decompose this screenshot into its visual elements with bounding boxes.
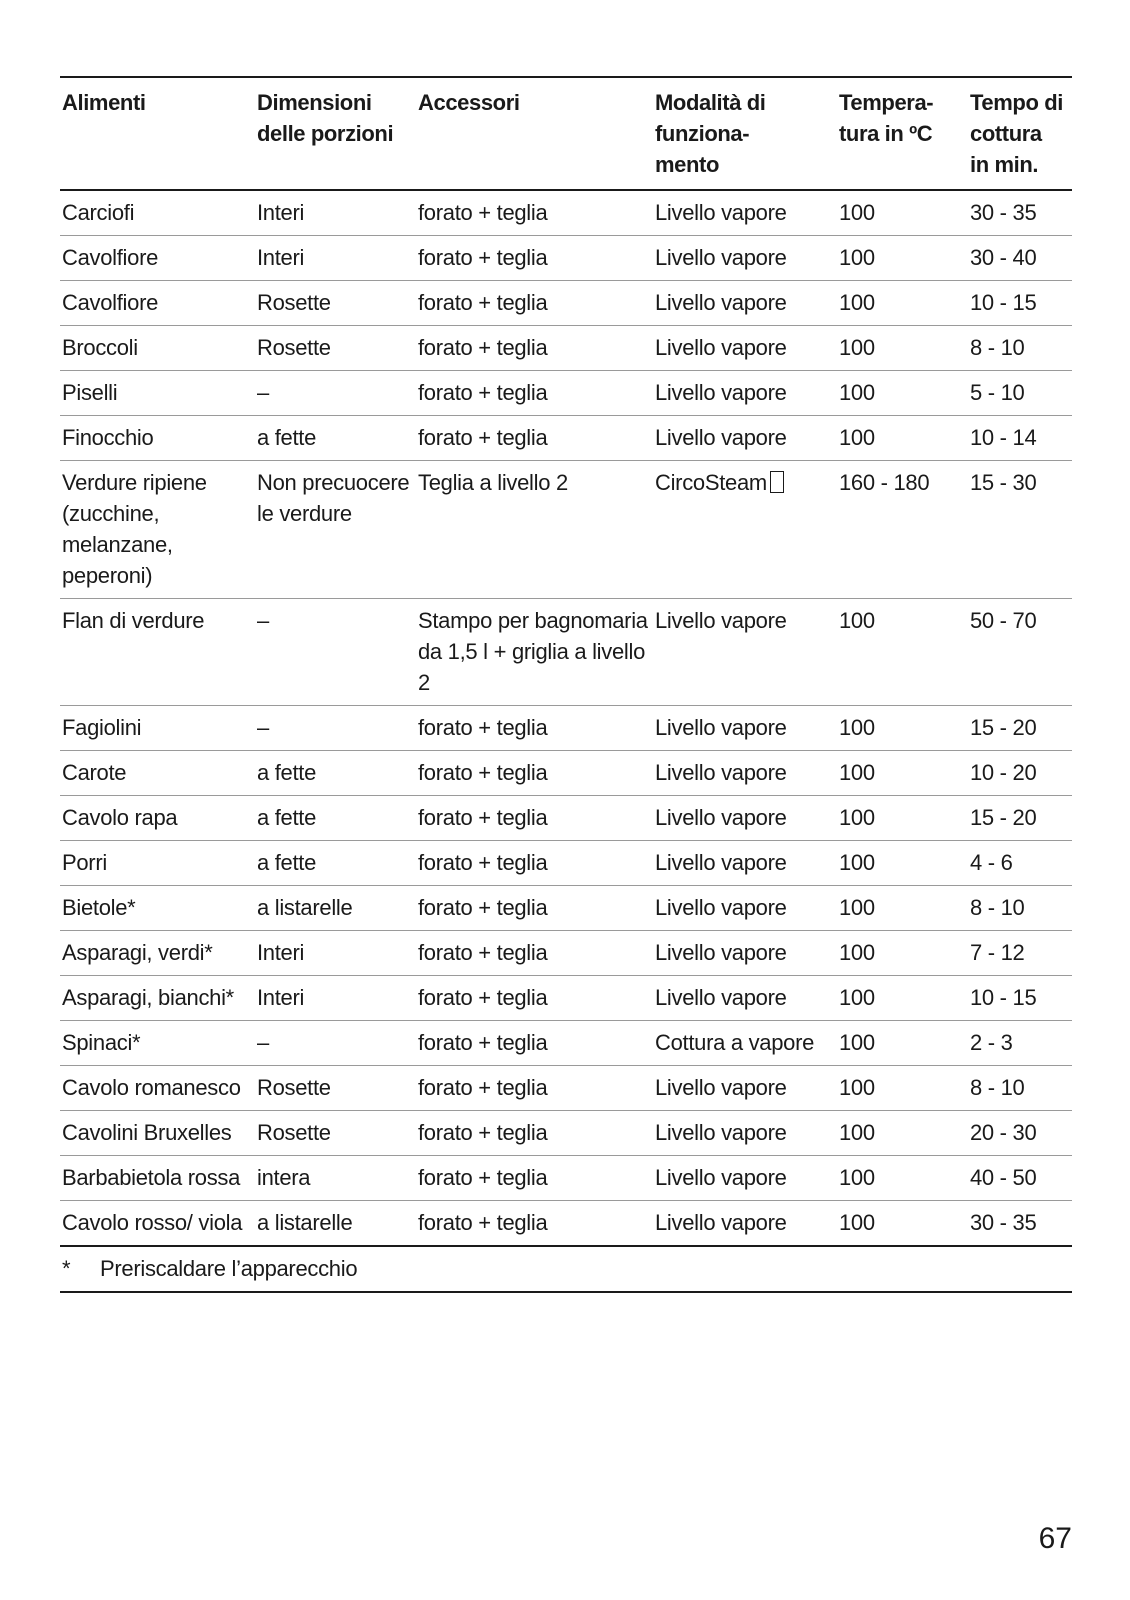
- food-cell: [60, 416, 255, 461]
- food-cell-text: Cavolo rosso/ viola: [62, 1210, 243, 1235]
- portion-cell-text: Rosette: [257, 1075, 331, 1100]
- food-cell-text: Flan di verdure: [62, 608, 205, 633]
- portion-cell-text: Interi: [257, 245, 305, 270]
- temperature-cell-text: 100: [839, 760, 875, 785]
- portion-cell-text: Interi: [257, 200, 305, 225]
- table-row: [60, 886, 1072, 931]
- time-cell-text: 15 - 20: [970, 715, 1037, 740]
- time-cell: [968, 886, 1072, 931]
- temperature-cell: [837, 236, 968, 281]
- table-row: [60, 190, 1072, 236]
- food-cell-text: Verdure ripiene (zucchine, melanzane, peperoni): [62, 470, 207, 588]
- header-portion-size-line: delle porzioni: [257, 121, 394, 146]
- accessories-cell: [416, 886, 653, 931]
- portion-cell-text: –: [257, 380, 269, 405]
- temperature-cell: [837, 371, 968, 416]
- header-temperature-line: Tempera-: [839, 90, 934, 115]
- temperature-cell-text: 100: [839, 1075, 875, 1100]
- temperature-cell: [837, 1066, 968, 1111]
- time-cell: [968, 281, 1072, 326]
- mode-cell-text: Livello vapore: [655, 200, 787, 225]
- table-row: [60, 1021, 1072, 1066]
- header-operating-mode: [653, 77, 837, 190]
- mode-cell: [653, 371, 837, 416]
- portion-cell: [255, 190, 416, 236]
- time-cell-text: 10 - 20: [970, 760, 1037, 785]
- accessories-cell: [416, 841, 653, 886]
- circosteam-mode-icon: [770, 471, 784, 493]
- accessories-cell-text: forato + teglia: [418, 380, 548, 405]
- time-cell: [968, 796, 1072, 841]
- temperature-cell-text: 160 - 180: [839, 470, 930, 495]
- mode-cell-text: Livello vapore: [655, 335, 787, 360]
- time-cell-text: 8 - 10: [970, 895, 1025, 920]
- portion-cell: [255, 1066, 416, 1111]
- header-food: [60, 77, 255, 190]
- temperature-cell: [837, 461, 968, 599]
- header-cooking-time-line: in min.: [970, 152, 1039, 177]
- time-cell: [968, 190, 1072, 236]
- food-cell: [60, 326, 255, 371]
- accessories-cell: [416, 931, 653, 976]
- temperature-cell-text: 100: [839, 245, 875, 270]
- accessories-cell-text: forato + teglia: [418, 760, 548, 785]
- mode-cell: [653, 190, 837, 236]
- mode-cell-text: Livello vapore: [655, 1075, 787, 1100]
- accessories-cell: [416, 1156, 653, 1201]
- table-body: [60, 190, 1072, 1246]
- temperature-cell: [837, 326, 968, 371]
- portion-cell: [255, 236, 416, 281]
- mode-cell: [653, 706, 837, 751]
- header-portion-size: [255, 77, 416, 190]
- accessories-cell: [416, 416, 653, 461]
- table-row: [60, 1156, 1072, 1201]
- mode-cell-text: Livello vapore: [655, 290, 787, 315]
- food-cell: [60, 751, 255, 796]
- food-cell: [60, 190, 255, 236]
- food-cell: [60, 281, 255, 326]
- temperature-cell: [837, 599, 968, 706]
- footnote: [60, 1247, 1072, 1293]
- table-row: [60, 1111, 1072, 1156]
- time-cell: [968, 751, 1072, 796]
- portion-cell-text: a listarelle: [257, 1210, 353, 1235]
- portion-cell-text: Rosette: [257, 335, 331, 360]
- portion-cell: [255, 751, 416, 796]
- table-row: [60, 371, 1072, 416]
- portion-cell-text: Rosette: [257, 290, 331, 315]
- food-cell-text: Finocchio: [62, 425, 154, 450]
- food-cell: [60, 796, 255, 841]
- portion-cell-text: –: [257, 1030, 269, 1055]
- temperature-cell: [837, 190, 968, 236]
- food-cell-text: Cavolini Bruxelles: [62, 1120, 232, 1145]
- mode-cell-text: Livello vapore: [655, 380, 787, 405]
- food-cell-text: Piselli: [62, 380, 118, 405]
- temperature-cell: [837, 1201, 968, 1247]
- mode-cell-text: Livello vapore: [655, 608, 787, 633]
- mode-cell-text: Livello vapore: [655, 805, 787, 830]
- portion-cell-text: Interi: [257, 985, 305, 1010]
- time-cell: [968, 841, 1072, 886]
- header-operating-mode-line: mento: [655, 152, 720, 177]
- accessories-cell-text: forato + teglia: [418, 805, 548, 830]
- time-cell: [968, 1021, 1072, 1066]
- mode-cell: [653, 841, 837, 886]
- time-cell-text: 8 - 10: [970, 335, 1025, 360]
- mode-cell-text: Livello vapore: [655, 245, 787, 270]
- table-row: [60, 461, 1072, 599]
- accessories-cell-text: forato + teglia: [418, 200, 548, 225]
- food-cell: [60, 1111, 255, 1156]
- accessories-cell-text: forato + teglia: [418, 245, 548, 270]
- table-row: [60, 931, 1072, 976]
- time-cell: [968, 1201, 1072, 1247]
- portion-cell: [255, 371, 416, 416]
- accessories-cell: [416, 751, 653, 796]
- temperature-cell-text: 100: [839, 1210, 875, 1235]
- food-cell: [60, 706, 255, 751]
- portion-cell-text: Rosette: [257, 1120, 331, 1145]
- temperature-cell: [837, 841, 968, 886]
- food-cell: [60, 461, 255, 599]
- time-cell-text: 30 - 40: [970, 245, 1037, 270]
- accessories-cell: [416, 599, 653, 706]
- time-cell: [968, 1156, 1072, 1201]
- accessories-cell: [416, 976, 653, 1021]
- temperature-cell-text: 100: [839, 940, 875, 965]
- table-row: [60, 1066, 1072, 1111]
- mode-cell-text: Livello vapore: [655, 1120, 787, 1145]
- time-cell: [968, 416, 1072, 461]
- accessories-cell-text: forato + teglia: [418, 425, 548, 450]
- temperature-cell-text: 100: [839, 200, 875, 225]
- portion-cell-text: –: [257, 715, 269, 740]
- food-cell-text: Cavolfiore: [62, 290, 159, 315]
- portion-cell: [255, 931, 416, 976]
- food-cell: [60, 236, 255, 281]
- time-cell: [968, 931, 1072, 976]
- time-cell: [968, 236, 1072, 281]
- temperature-cell: [837, 751, 968, 796]
- accessories-cell-text: forato + teglia: [418, 1165, 548, 1190]
- temperature-cell-text: 100: [839, 1165, 875, 1190]
- temperature-cell: [837, 1156, 968, 1201]
- portion-cell: [255, 706, 416, 751]
- temperature-cell: [837, 281, 968, 326]
- table-row: [60, 599, 1072, 706]
- food-cell: [60, 1156, 255, 1201]
- time-cell-text: 4 - 6: [970, 850, 1013, 875]
- accessories-cell: [416, 236, 653, 281]
- mode-cell: [653, 1021, 837, 1066]
- time-cell-text: 15 - 30: [970, 470, 1037, 495]
- time-cell-text: 10 - 15: [970, 985, 1037, 1010]
- temperature-cell: [837, 931, 968, 976]
- accessories-cell: [416, 706, 653, 751]
- portion-cell-text: intera: [257, 1165, 311, 1190]
- accessories-cell: [416, 1201, 653, 1247]
- portion-cell: [255, 599, 416, 706]
- time-cell: [968, 371, 1072, 416]
- portion-cell: [255, 281, 416, 326]
- temperature-cell-text: 100: [839, 290, 875, 315]
- accessories-cell-text: forato + teglia: [418, 850, 548, 875]
- time-cell: [968, 1111, 1072, 1156]
- temperature-cell: [837, 796, 968, 841]
- temperature-cell: [837, 976, 968, 1021]
- portion-cell-text: Interi: [257, 940, 305, 965]
- table-row: [60, 1201, 1072, 1247]
- food-cell: [60, 1201, 255, 1247]
- accessories-cell-text: forato + teglia: [418, 335, 548, 360]
- accessories-cell-text: Teglia a livello 2: [418, 470, 568, 495]
- food-cell: [60, 976, 255, 1021]
- time-cell-text: 2 - 3: [970, 1030, 1013, 1055]
- vegetable-steam-cooking-table: [60, 76, 1072, 1247]
- time-cell-text: 20 - 30: [970, 1120, 1037, 1145]
- food-cell: [60, 1066, 255, 1111]
- header-cooking-time-line: cottura: [970, 121, 1042, 146]
- mode-cell: [653, 416, 837, 461]
- mode-cell: [653, 1111, 837, 1156]
- time-cell-text: 15 - 20: [970, 805, 1037, 830]
- portion-cell-text: a listarelle: [257, 895, 353, 920]
- portion-cell: [255, 1111, 416, 1156]
- mode-cell: [653, 751, 837, 796]
- mode-cell-text: Cottura a vapore: [655, 1030, 815, 1055]
- temperature-cell-text: 100: [839, 425, 875, 450]
- header-operating-mode-line: Modalità di: [655, 90, 766, 115]
- food-cell-text: Porri: [62, 850, 107, 875]
- mode-cell: [653, 796, 837, 841]
- portion-cell: [255, 796, 416, 841]
- accessories-cell-text: forato + teglia: [418, 895, 548, 920]
- temperature-cell: [837, 1111, 968, 1156]
- page-number: 67: [1038, 1522, 1072, 1555]
- portion-cell: [255, 1156, 416, 1201]
- accessories-cell: [416, 1111, 653, 1156]
- time-cell: [968, 461, 1072, 599]
- time-cell-text: 30 - 35: [970, 200, 1037, 225]
- time-cell-text: 10 - 14: [970, 425, 1037, 450]
- mode-cell: [653, 886, 837, 931]
- header-cooking-time-line: Tempo di: [970, 90, 1063, 115]
- portion-cell: [255, 416, 416, 461]
- time-cell-text: 10 - 15: [970, 290, 1037, 315]
- footnote-text: Preriscaldare l’apparecchio: [100, 1256, 358, 1281]
- mode-cell-text: Livello vapore: [655, 1210, 787, 1235]
- mode-cell: [653, 326, 837, 371]
- food-cell-text: Cavolo rapa: [62, 805, 178, 830]
- accessories-cell-text: forato + teglia: [418, 290, 548, 315]
- temperature-cell-text: 100: [839, 805, 875, 830]
- mode-cell-text: Livello vapore: [655, 895, 787, 920]
- cooking-table-page: [60, 76, 1072, 1293]
- header-food-line: Alimenti: [62, 90, 146, 115]
- food-cell: [60, 1021, 255, 1066]
- accessories-cell-text: forato + teglia: [418, 715, 548, 740]
- portion-cell-text: Non precuocere le verdure: [257, 470, 410, 526]
- temperature-cell: [837, 706, 968, 751]
- mode-cell: [653, 461, 837, 599]
- accessories-cell: [416, 190, 653, 236]
- time-cell-text: 7 - 12: [970, 940, 1025, 965]
- accessories-cell: [416, 326, 653, 371]
- table-row: [60, 976, 1072, 1021]
- temperature-cell-text: 100: [839, 335, 875, 360]
- accessories-cell-text: forato + teglia: [418, 985, 548, 1010]
- temperature-cell-text: 100: [839, 1120, 875, 1145]
- food-cell: [60, 841, 255, 886]
- food-cell-text: Asparagi, verdi*: [62, 940, 213, 965]
- header-portion-size-line: Dimensioni: [257, 90, 372, 115]
- temperature-cell-text: 100: [839, 895, 875, 920]
- time-cell: [968, 326, 1072, 371]
- time-cell-text: 50 - 70: [970, 608, 1037, 633]
- temperature-cell: [837, 1021, 968, 1066]
- header-temperature: [837, 77, 968, 190]
- food-cell: [60, 886, 255, 931]
- mode-cell-text: CircoSteam: [655, 470, 767, 495]
- mode-cell: [653, 236, 837, 281]
- table-row: [60, 416, 1072, 461]
- mode-cell-text: Livello vapore: [655, 850, 787, 875]
- mode-cell: [653, 599, 837, 706]
- mode-cell: [653, 281, 837, 326]
- portion-cell: [255, 461, 416, 599]
- portion-cell-text: a fette: [257, 760, 317, 785]
- mode-cell: [653, 1201, 837, 1247]
- temperature-cell-text: 100: [839, 380, 875, 405]
- portion-cell: [255, 1201, 416, 1247]
- food-cell-text: Carote: [62, 760, 127, 785]
- table-row: [60, 326, 1072, 371]
- accessories-cell: [416, 461, 653, 599]
- temperature-cell-text: 100: [839, 985, 875, 1010]
- food-cell-text: Carciofi: [62, 200, 135, 225]
- temperature-cell: [837, 416, 968, 461]
- food-cell-text: Cavolo romanesco: [62, 1075, 241, 1100]
- accessories-cell-text: forato + teglia: [418, 1030, 548, 1055]
- table-row: [60, 706, 1072, 751]
- portion-cell-text: a fette: [257, 850, 317, 875]
- portion-cell: [255, 886, 416, 931]
- temperature-cell: [837, 886, 968, 931]
- mode-cell-text: Livello vapore: [655, 940, 787, 965]
- food-cell-text: Spinaci*: [62, 1030, 141, 1055]
- table-row: [60, 841, 1072, 886]
- accessories-cell: [416, 371, 653, 416]
- header-accessories-line: Accessori: [418, 90, 520, 115]
- portion-cell: [255, 841, 416, 886]
- portion-cell: [255, 326, 416, 371]
- food-cell-text: Cavolfiore: [62, 245, 159, 270]
- table-row: [60, 236, 1072, 281]
- temperature-cell-text: 100: [839, 715, 875, 740]
- accessories-cell: [416, 1021, 653, 1066]
- accessories-cell-text: forato + teglia: [418, 1210, 548, 1235]
- food-cell: [60, 371, 255, 416]
- mode-cell: [653, 976, 837, 1021]
- mode-cell: [653, 1156, 837, 1201]
- accessories-cell-text: forato + teglia: [418, 940, 548, 965]
- portion-cell-text: –: [257, 608, 269, 633]
- mode-cell-text: Livello vapore: [655, 1165, 787, 1190]
- header-accessories: [416, 77, 653, 190]
- temperature-cell-text: 100: [839, 850, 875, 875]
- food-cell-text: Fagiolini: [62, 715, 142, 740]
- temperature-cell-text: 100: [839, 1030, 875, 1055]
- header-cooking-time: [968, 77, 1072, 190]
- mode-cell-text: Livello vapore: [655, 985, 787, 1010]
- portion-cell-text: a fette: [257, 425, 317, 450]
- time-cell: [968, 1066, 1072, 1111]
- accessories-cell: [416, 1066, 653, 1111]
- portion-cell: [255, 1021, 416, 1066]
- mode-cell-text: Livello vapore: [655, 715, 787, 740]
- food-cell-text: Bietole*: [62, 895, 136, 920]
- table-row: [60, 796, 1072, 841]
- food-cell-text: Broccoli: [62, 335, 138, 360]
- portion-cell-text: a fette: [257, 805, 317, 830]
- food-cell: [60, 599, 255, 706]
- temperature-cell-text: 100: [839, 608, 875, 633]
- food-cell: [60, 931, 255, 976]
- table-header: [60, 77, 1072, 190]
- mode-cell-text: Livello vapore: [655, 425, 787, 450]
- header-operating-mode-line: funziona-: [655, 121, 750, 146]
- portion-cell: [255, 976, 416, 1021]
- header-temperature-line: tura in ºC: [839, 121, 933, 146]
- accessories-cell-text: forato + teglia: [418, 1120, 548, 1145]
- time-cell: [968, 976, 1072, 1021]
- time-cell: [968, 599, 1072, 706]
- footnote-marker: *: [62, 1256, 71, 1281]
- time-cell-text: 40 - 50: [970, 1165, 1037, 1190]
- time-cell-text: 5 - 10: [970, 380, 1025, 405]
- time-cell-text: 30 - 35: [970, 1210, 1037, 1235]
- accessories-cell-text: Stampo per bagnomaria da 1,5 l + griglia a livello 2: [418, 608, 648, 695]
- time-cell: [968, 706, 1072, 751]
- mode-cell: [653, 1066, 837, 1111]
- mode-cell-text: Livello vapore: [655, 760, 787, 785]
- table-row: [60, 281, 1072, 326]
- accessories-cell: [416, 281, 653, 326]
- accessories-cell-text: forato + teglia: [418, 1075, 548, 1100]
- food-cell-text: Barbabietola rossa: [62, 1165, 241, 1190]
- accessories-cell: [416, 796, 653, 841]
- table-row: [60, 751, 1072, 796]
- time-cell-text: 8 - 10: [970, 1075, 1025, 1100]
- food-cell-text: Asparagi, bianchi*: [62, 985, 234, 1010]
- mode-cell: [653, 931, 837, 976]
